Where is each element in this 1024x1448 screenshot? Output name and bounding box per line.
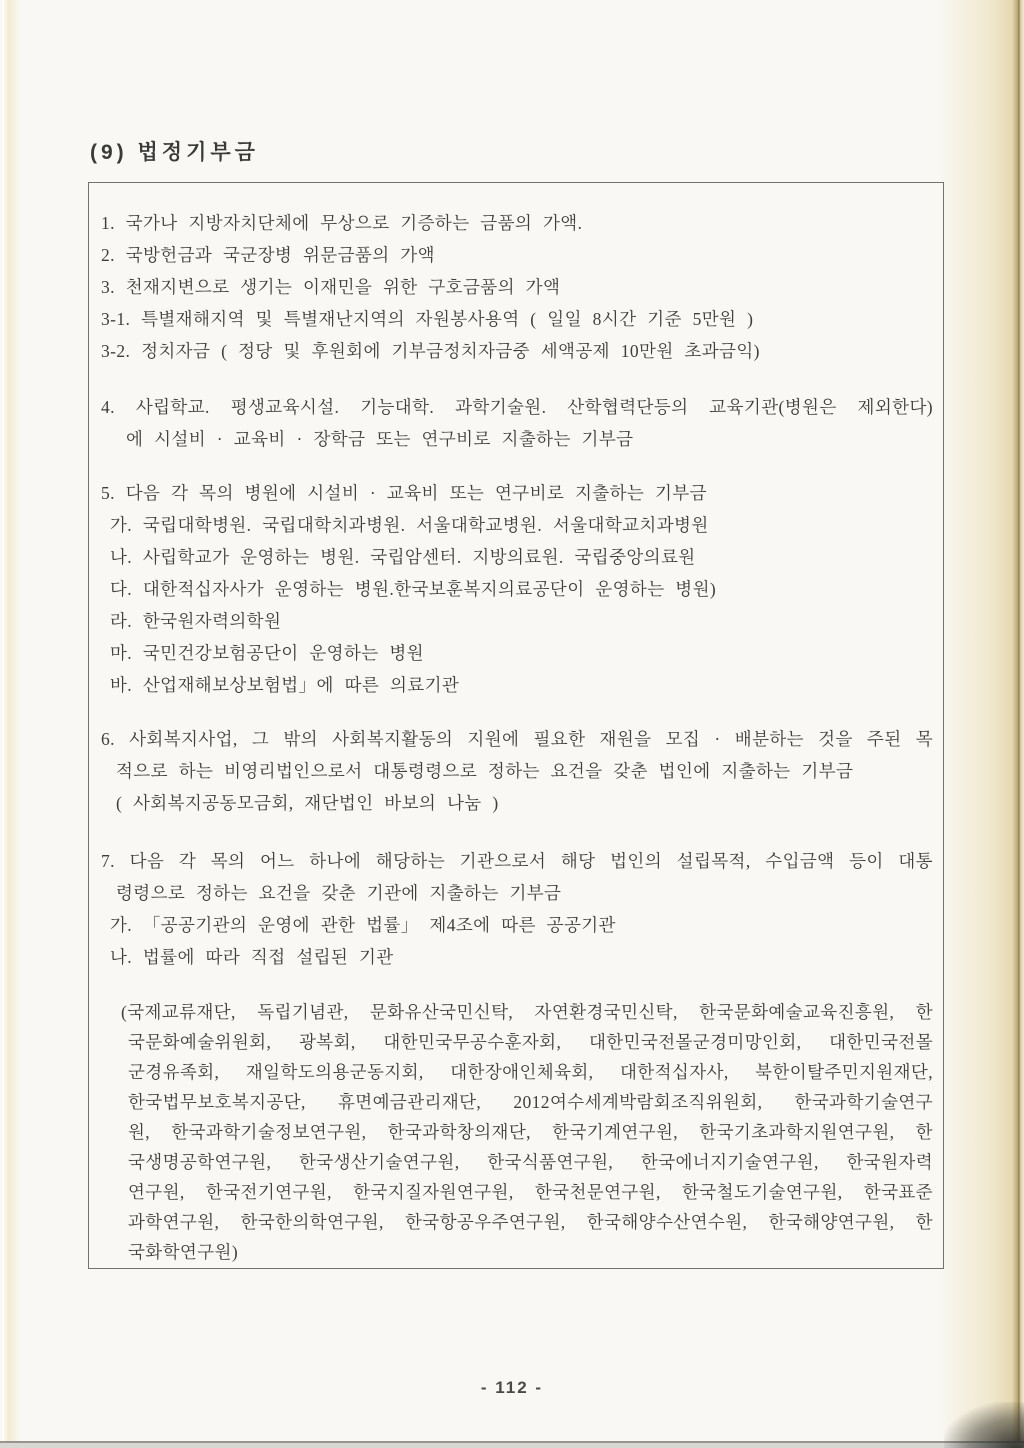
- page-left-edge-shadow: [2, 0, 20, 1448]
- org-list-line: 한국법무보호복지공단, 휴면예금관리재단, 2012여수세계박람회조직위원회, 한국과학기술연구: [128, 1092, 933, 1112]
- item-4-line-2: 에 시설비 · 교육비 · 장학금 또는 연구비로 지출하는 기부금: [126, 429, 634, 449]
- org-list-line: 과학연구원, 한국한의학연구원, 한국항공우주연구원, 한국해양수산연수원, 한국해양연구원, 한: [128, 1212, 933, 1232]
- item-5-sub-ba: 바. 산업재해보상보험법」에 따른 의료기관: [110, 675, 460, 695]
- item-4-line-1: 4. 사립학교. 평생교육시설. 기능대학. 과학기술원. 산학협력단등의 교육기관(병원은 제외한다): [101, 397, 933, 417]
- section-title: (9) 법정기부금: [90, 141, 259, 164]
- item-7-line-1: 7. 다음 각 목의 어느 하나에 해당하는 기관으로서 해당 법인의 설립목적, 수입금액 등이 대통: [101, 851, 933, 871]
- item-7-sub-na: 나. 법률에 따라 직접 설립된 기관: [110, 947, 394, 967]
- item-7-line-2: 령령으로 정하는 요건을 갖춘 기관에 지출하는 기부금: [116, 883, 562, 903]
- org-list-line: 원, 한국과학기술정보연구원, 한국과학창의재단, 한국기계연구원, 한국기초과학지원연구원, 한: [128, 1122, 933, 1142]
- page-number: - 112 -: [480, 1378, 544, 1397]
- item-5-sub-da: 다. 대한적십자사가 운영하는 병원.한국보훈복지의료공단이 운영하는 병원): [110, 579, 717, 599]
- item-6: [101, 723, 933, 819]
- item-7-sub-ga: 가. 「공공기관의 운영에 관한 법률」 제4조에 따른 공공기관: [110, 915, 616, 935]
- bottom-right-corner-shadow: [944, 1402, 1024, 1448]
- scan-bottom-edge-soft: [0, 1443, 1024, 1448]
- org-list-line: 국생명공학연구원, 한국생산기술연구원, 한국식품연구원, 한국에너지기술연구원, 한국원자력: [128, 1152, 933, 1172]
- book-binding-shadow: [938, 0, 1024, 1448]
- org-list-line: (국제교류재단, 독립기념관, 문화유산국민신탁, 자연환경국민신탁, 한국문화예술교육진흥원, 한: [121, 1002, 933, 1022]
- item-5-sub-na: 나. 사립학교가 운영하는 병원. 국립암센터. 지방의료원. 국립중앙의료원: [110, 547, 696, 567]
- items-1-to-3: [101, 207, 933, 367]
- item-4: [101, 391, 933, 455]
- org-list-last-line: 국화학연구원): [128, 1242, 239, 1262]
- content-box: [88, 182, 944, 1269]
- item-6-line-3: ( 사회복지공동모금회, 재단법인 바보의 나눔 ): [116, 793, 499, 813]
- item-5-sub-ma: 마. 국민건강보험공단이 운영하는 병원: [110, 643, 424, 663]
- item-5-header: 5. 다음 각 목의 병원에 시설비 · 교육비 또는 연구비로 지출하는 기부금: [101, 483, 707, 503]
- org-list-line: 연구원, 한국전기연구원, 한국지질자원연구원, 한국천문연구원, 한국철도기술연구원, 한국표준: [128, 1182, 933, 1202]
- item-2: 2. 국방헌금과 국군장병 위문금품의 가액: [101, 245, 435, 265]
- item-6-line-2: 적으로 하는 비영리법인으로서 대통령령으로 정하는 요건을 갖춘 법인에 지출하는 기부금: [116, 761, 854, 781]
- item-5-sub-ga: 가. 국립대학병원. 국립대학치과병원. 서울대학교병원. 서울대학교치과병원: [110, 515, 709, 535]
- item-1: 1. 국가나 지방자치단체에 무상으로 기증하는 금품의 가액.: [101, 213, 583, 233]
- org-list-line: 국문화예술위원회, 광복회, 대한민국무공수훈자회, 대한민국전몰군경미망인회, 대한민국전몰: [128, 1032, 933, 1052]
- item-3: 3. 천재지변으로 생기는 이재민을 위한 구호금품의 가액: [101, 277, 561, 297]
- org-list: [101, 997, 933, 1267]
- scan-bottom-edge-line: [0, 1441, 1024, 1443]
- item-7: [101, 845, 933, 973]
- org-list-line: 군경유족회, 재일학도의용군동지회, 대한장애인체육회, 대한적십자사, 북한이탈주민지원재단,: [128, 1062, 933, 1082]
- item-3-2: 3-2. 정치자금 ( 정당 및 후원회에 기부금정치자금중 세액공제 10만원 초과금익): [101, 341, 760, 361]
- item-5-sub-ra: 라. 한국원자력의학원: [110, 611, 282, 631]
- item-6-line-1: 6. 사회복지사업, 그 밖의 사회복지활동의 지원에 필요한 재원을 모집 · 배분하는 것을 주된 목: [101, 729, 933, 749]
- item-3-1: 3-1. 특별재해지역 및 특별재난지역의 자원봉사용역 ( 일일 8시간 기준 5만원 ): [101, 309, 754, 329]
- item-5: [101, 477, 933, 701]
